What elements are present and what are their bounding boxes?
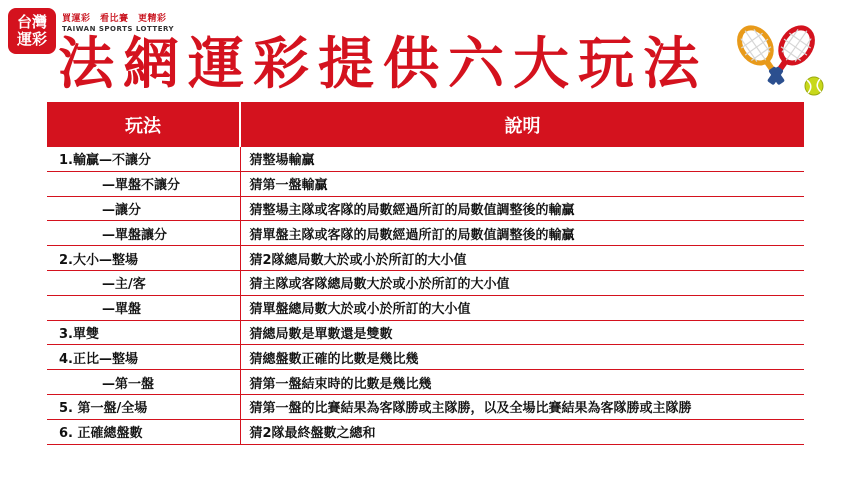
table-row [47,320,804,345]
play-type-cell: —單盤不讓分 [47,171,240,196]
table-row [47,270,804,295]
play-type-cell: 6. 正確總盤數 [47,419,240,444]
description-cell: 猜2隊總局數大於或小於所訂的大小值 [240,246,804,271]
play-type-cell: 5. 第一盤/全場 [47,394,240,419]
column-header-play: 玩法 [47,102,240,147]
tennis-rackets-icon [730,22,830,102]
logo-line2: 運彩 [16,30,47,48]
table-row [47,370,804,395]
page-title: 法網運彩提供六大玩法 [58,32,708,97]
play-type-cell: —單盤 [47,295,240,320]
table-row [47,196,804,221]
table-row [47,171,804,196]
table-row [47,246,804,271]
table-row [47,345,804,370]
description-cell: 猜2隊最終盤數之總和 [240,419,804,444]
table-header-row [47,102,804,147]
logo-line1: 台灣 [16,13,47,31]
description-cell: 猜總局數是單數還是雙數 [240,320,804,345]
table-row [47,419,804,444]
table-row [47,147,804,171]
description-cell: 猜第一盤結束時的比數是幾比幾 [240,370,804,395]
play-type-cell: —主/客 [47,270,240,295]
play-type-cell: 1.輸贏—不讓分 [47,147,240,171]
play-type-cell: —單盤讓分 [47,221,240,246]
taiwan-sports-lottery-logo [8,8,56,54]
description-cell: 猜主隊或客隊總局數大於或小於所訂的大小值 [240,270,804,295]
play-type-cell: —第一盤 [47,370,240,395]
description-cell: 猜第一盤輸贏 [240,171,804,196]
table-row [47,221,804,246]
table-row [47,295,804,320]
description-cell: 猜整場輸贏 [240,147,804,171]
description-cell: 猜第一盤的比賽結果為客隊勝或主隊勝，以及全場比賽結果為客隊勝或主隊勝 [240,394,804,419]
play-type-cell: —讓分 [47,196,240,221]
column-header-description: 說明 [240,102,804,147]
description-cell: 猜整場主隊或客隊的局數經過所訂的局數值調整後的輸贏 [240,196,804,221]
play-types-table [47,102,804,445]
description-cell: 猜單盤總局數大於或小於所訂的大小值 [240,295,804,320]
table-row [47,394,804,419]
play-type-cell: 2.大小—整場 [47,246,240,271]
description-cell: 猜單盤主隊或客隊的局數經過所訂的局數值調整後的輸贏 [240,221,804,246]
logo-slogan: 買運彩 看比賽 更精彩 [62,14,167,24]
logo-english-name: TAIWAN SPORTS LOTTERY [62,25,175,33]
play-type-cell: 3.單雙 [47,320,240,345]
play-type-cell: 4.正比—整場 [47,345,240,370]
description-cell: 猜總盤數正確的比數是幾比幾 [240,345,804,370]
